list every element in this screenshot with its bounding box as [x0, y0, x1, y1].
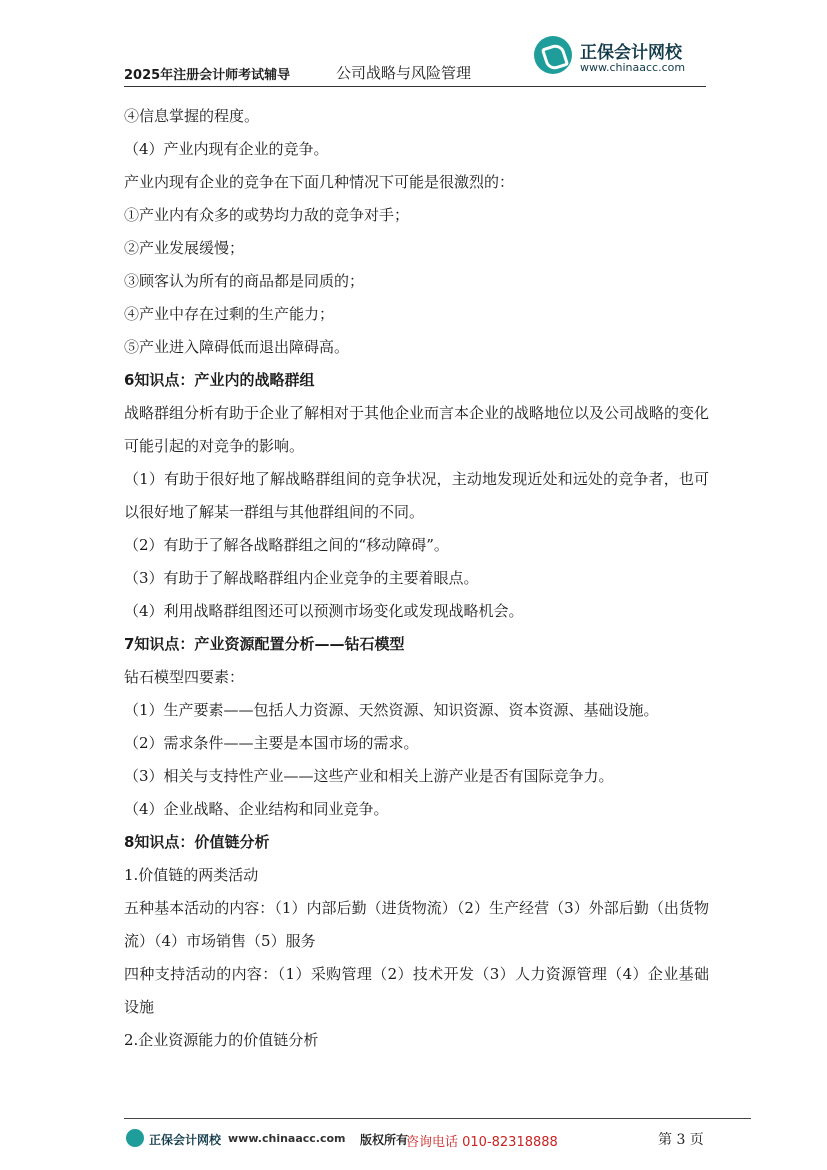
document-body: [124, 100, 709, 1057]
text-line: 战略群组分析有助于企业了解相对于其他企业而言本企业的战略地位以及公司战略的变化可能引起的对竞争的影响。: [124, 404, 710, 455]
footer-site: www.chinaacc.com: [228, 1132, 346, 1145]
footer-brand: 正保会计网校: [149, 1133, 222, 1147]
text-line: （4）利用战略群组图还可以预测市场变化或发现战略机会。: [124, 602, 524, 620]
header-divider: [124, 86, 706, 87]
text-line: 2.企业资源能力的价值链分析: [124, 1031, 319, 1049]
page-footer: [124, 1127, 709, 1153]
text-line: （2）需求条件——主要是本国市场的需求。: [124, 734, 419, 752]
subject-title: 公司战略与风险管理: [336, 64, 472, 82]
text-line: （4）产业内现有企业的竞争。: [124, 140, 329, 158]
text-line: 1.价值链的两类活动: [124, 866, 259, 884]
footer-rights: 版权所有: [360, 1133, 409, 1147]
text-line: （3）有助于了解战略群组内企业竞争的主要着眼点。: [124, 569, 479, 587]
text-line: ④产业中存在过剩的生产能力；: [124, 305, 335, 323]
footer-phone: 咨询电话 010-82318888: [406, 1135, 558, 1150]
text-line: 四种支持活动的内容：（1）采购管理（2）技术开发（3）人力资源管理（4）企业基础设施: [124, 965, 709, 1016]
text-line: 五种基本活动的内容：（1）内部后勤（进货物流）（2）生产经营（3）外部后勤（出货物流）（4）市场销售（5）服务: [124, 899, 709, 950]
logo-url: www.chinaacc.com: [580, 61, 686, 74]
logo-name: 正保会计网校: [580, 43, 682, 63]
section-heading: 7知识点：产业资源配置分析——钻石模型: [124, 635, 405, 653]
text-line: ③顾客认为所有的商品都是同质的；: [124, 272, 365, 290]
text-line: 钻石模型四要素：: [124, 668, 245, 686]
text-line: ⑤产业进入障碍低而退出障碍高。: [124, 338, 350, 356]
text-line: ②产业发展缓慢；: [124, 239, 245, 257]
page-number: 第 3 页: [658, 1132, 704, 1148]
text-line: 产业内现有企业的竞争在下面几种情况下可能是很激烈的：: [124, 173, 515, 191]
text-line: （3）相关与支持性产业——这些产业和相关上游产业是否有国际竞争力。: [124, 767, 614, 785]
text-line: ①产业内有众多的或势均力敌的竞争对手；: [124, 206, 410, 224]
text-line: （4）企业战略、企业结构和同业竞争。: [124, 800, 389, 818]
footer-divider: [124, 1118, 751, 1119]
text-line: （1）生产要素——包括人力资源、天然资源、知识资源、资本资源、基础设施。: [124, 701, 659, 719]
section-heading: 6知识点：产业内的战略群组: [124, 371, 315, 389]
text-line: ④信息掌握的程度。: [124, 107, 260, 125]
course-title: 2025年注册会计师考试辅导: [124, 68, 291, 83]
section-heading: 8知识点：价值链分析: [124, 833, 270, 851]
page-header: [124, 30, 704, 88]
logo-icon: [534, 36, 572, 74]
footer-logo-icon: [126, 1129, 144, 1147]
logo: [534, 32, 704, 82]
text-line: （1）有助于很好地了解战略群组间的竞争状况，主动地发现近处和远处的竞争者，也可以很好地了解某一群组与其他群组间的不同。: [124, 470, 709, 521]
text-line: （2）有助于了解各战略群组之间的“移动障碍”。: [124, 536, 449, 554]
